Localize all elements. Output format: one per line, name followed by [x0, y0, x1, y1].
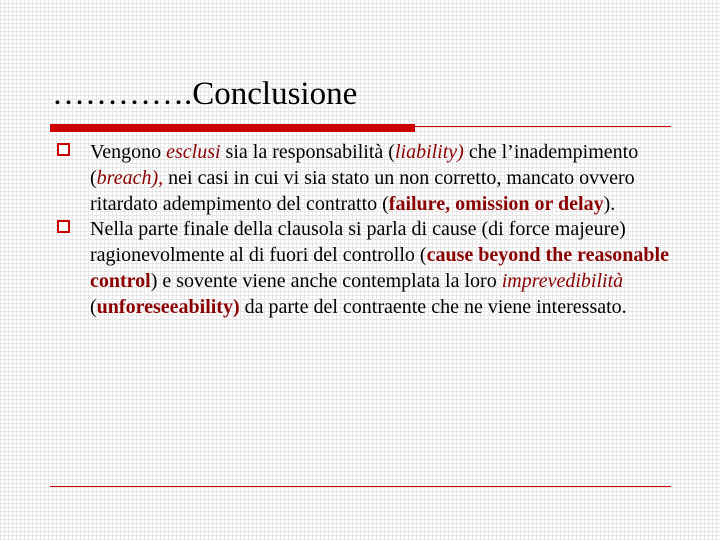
title-underline-thick: [50, 124, 415, 132]
bullet-segment: failure, omission or delay: [388, 192, 604, 215]
bullet-segment: ).: [603, 192, 616, 215]
square-bullet-icon: [57, 143, 70, 156]
bullet-segment: ) e sovente viene anche contemplata la loro: [150, 269, 502, 292]
footer-divider: [50, 486, 671, 487]
square-bullet-icon: [57, 220, 70, 233]
bullet-segment: unforeseeability): [96, 295, 240, 318]
bullet-segment: sia la responsabilità (: [220, 141, 395, 163]
bullet-segment: cause beyond the reasonable control: [90, 244, 669, 292]
bullet-item: [54, 217, 674, 320]
bullet-segment: Nella parte finale della clausola si parla di cause (di force majeure) ragionevolmente al di fuori del controllo (: [90, 218, 626, 267]
bullet-segment: liability): [394, 141, 464, 163]
slide-title: ………….Conclusione: [52, 76, 358, 112]
bullet-text: [90, 218, 669, 317]
bullet-segment: imprevedibilità: [501, 269, 624, 292]
bullet-segment: nei casi in cui vi sia stato un non corretto, mancato ovvero ritardato adempimento del contratto (: [90, 166, 635, 215]
bullet-item: [54, 140, 674, 217]
bullet-text: [90, 141, 638, 215]
bullet-segment: breach),: [96, 166, 164, 189]
bullet-list: [54, 140, 674, 321]
bullet-segment: (: [90, 295, 97, 318]
bullet-segment: da parte del contraente che ne viene interessato.: [239, 295, 627, 318]
bullet-segment: Vengono: [90, 141, 167, 163]
bullet-segment: che l’inadempimento (: [90, 141, 639, 189]
title-underline-thin: [415, 126, 671, 127]
bullet-segment: esclusi: [166, 141, 221, 163]
